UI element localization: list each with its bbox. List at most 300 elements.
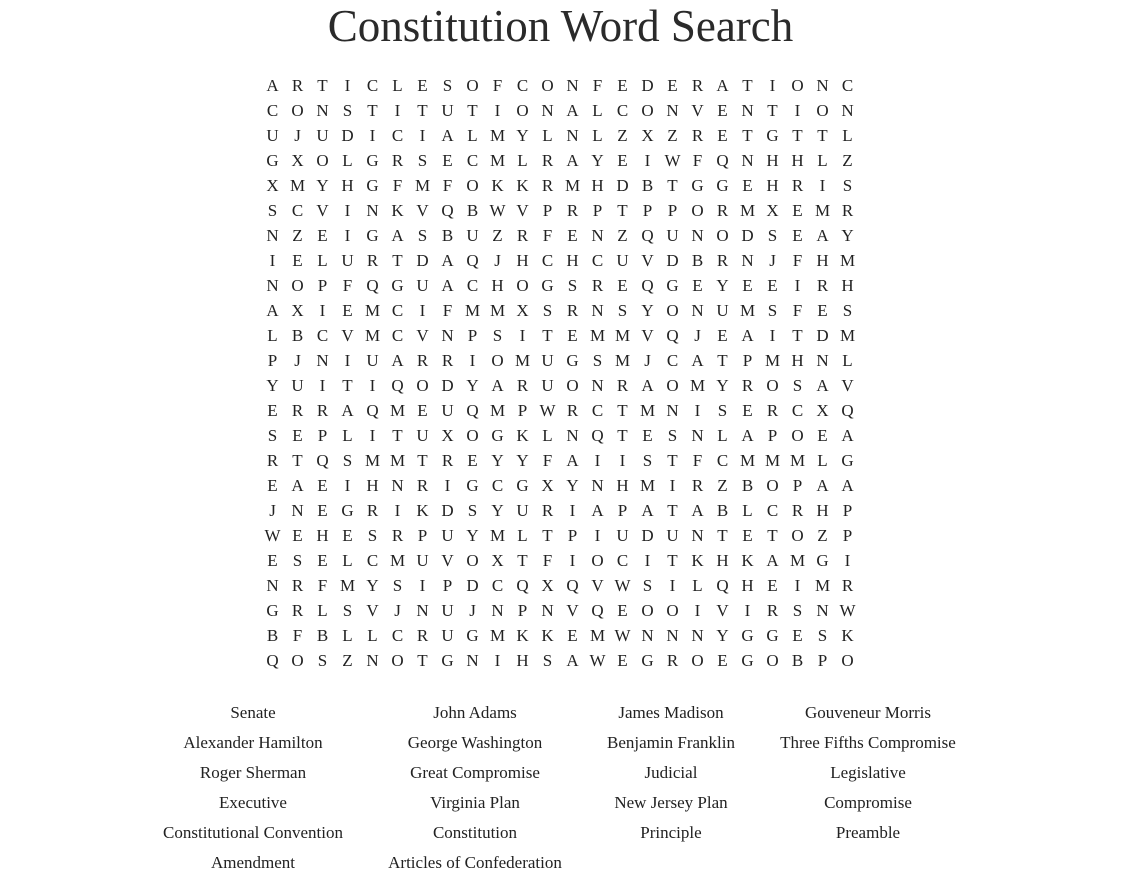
grid-letter: L: [517, 151, 528, 170]
grid-letter: T: [767, 526, 778, 545]
word-list-item: Virginia Plan: [430, 793, 520, 812]
grid-letter: F: [692, 151, 703, 170]
grid-letter: G: [816, 551, 829, 570]
grid-letter: M: [614, 351, 631, 370]
grid-letter: P: [417, 526, 428, 545]
grid-letter: L: [367, 626, 378, 645]
grid-letter: C: [391, 326, 404, 345]
word-list-item: New Jersey Plan: [614, 793, 728, 812]
grid-letter: K: [841, 626, 854, 645]
grid-letter: U: [441, 626, 454, 645]
grid-letter: O: [391, 651, 404, 670]
grid-letter: I: [419, 301, 426, 320]
grid-letter: O: [691, 201, 704, 220]
grid-letter: E: [267, 401, 278, 420]
grid-letter: E: [617, 76, 628, 95]
word-list-item: Principle: [640, 823, 702, 842]
grid-letter: I: [369, 126, 376, 145]
grid-letter: R: [766, 401, 779, 420]
grid-letter: R: [691, 76, 704, 95]
grid-letter: H: [791, 351, 804, 370]
grid-letter: F: [442, 176, 453, 195]
grid-letter: Y: [591, 151, 604, 170]
grid-letter: O: [791, 426, 804, 445]
grid-letter: G: [841, 451, 854, 470]
grid-row: [260, 423, 860, 448]
grid-letter: E: [467, 451, 478, 470]
grid-letter: I: [394, 501, 401, 520]
grid-letter: R: [291, 576, 304, 595]
grid-letter: A: [266, 76, 279, 95]
grid-letter: Z: [617, 226, 628, 245]
grid-letter: N: [741, 151, 754, 170]
grid-letter: T: [542, 526, 553, 545]
grid-letter: O: [466, 76, 479, 95]
grid-letter: E: [442, 151, 453, 170]
grid-letter: G: [466, 626, 479, 645]
grid-letter: D: [441, 501, 454, 520]
grid-letter: G: [541, 276, 554, 295]
grid-letter: H: [516, 251, 529, 270]
grid-letter: P: [842, 526, 853, 545]
word-list-item: George Washington: [407, 733, 543, 752]
grid-letter: B: [316, 626, 329, 645]
grid-letter: N: [316, 351, 329, 370]
grid-letter: L: [592, 126, 603, 145]
grid-letter: S: [842, 176, 853, 195]
grid-letter: Y: [516, 451, 529, 470]
grid-letter: S: [667, 426, 678, 445]
grid-letter: G: [766, 126, 779, 145]
grid-letter: M: [589, 626, 606, 645]
grid-letter: E: [817, 426, 828, 445]
grid-letter: A: [816, 226, 829, 245]
grid-letter: R: [566, 201, 579, 220]
grid-letter: Q: [566, 576, 579, 595]
grid-letter: I: [794, 576, 801, 595]
grid-letter: H: [716, 551, 729, 570]
grid-letter: Q: [841, 401, 854, 420]
grid-letter: Q: [516, 576, 529, 595]
grid-letter: R: [541, 501, 554, 520]
grid-letter: F: [342, 276, 353, 295]
grid-letter: Z: [667, 126, 678, 145]
grid-letter: E: [717, 326, 728, 345]
page-title: Constitution Word Search: [327, 1, 794, 51]
grid-letter: E: [767, 276, 778, 295]
grid-letter: U: [616, 251, 629, 270]
grid-letter: V: [341, 326, 354, 345]
grid-letter: E: [792, 626, 803, 645]
grid-letter: O: [291, 101, 304, 120]
grid-letter: N: [366, 201, 379, 220]
grid-letter: I: [844, 551, 851, 570]
grid-letter: E: [317, 476, 328, 495]
grid-letter: P: [442, 576, 453, 595]
grid-letter: E: [742, 401, 753, 420]
grid-letter: W: [589, 651, 606, 670]
grid-letter: O: [291, 651, 304, 670]
grid-letter: U: [716, 301, 729, 320]
grid-letter: N: [441, 326, 454, 345]
grid-letter: U: [441, 526, 454, 545]
grid-letter: N: [466, 651, 479, 670]
grid-letter: O: [491, 351, 504, 370]
grid-letter: N: [591, 301, 604, 320]
grid-letter: C: [316, 326, 329, 345]
grid-letter: N: [566, 426, 579, 445]
grid-letter: U: [541, 376, 554, 395]
grid-letter: M: [739, 201, 756, 220]
grid-letter: P: [317, 276, 328, 295]
grid-letter: W: [664, 151, 681, 170]
grid-letter: A: [841, 476, 854, 495]
grid-row: [260, 498, 860, 523]
grid-letter: N: [541, 101, 554, 120]
grid-letter: M: [489, 626, 506, 645]
grid-letter: O: [516, 101, 529, 120]
grid-letter: G: [441, 651, 454, 670]
grid-letter: A: [291, 476, 304, 495]
grid-letter: G: [466, 476, 479, 495]
grid-letter: S: [417, 151, 428, 170]
grid-letter: P: [517, 601, 528, 620]
grid-letter: K: [491, 176, 504, 195]
grid-row: [260, 273, 860, 298]
word-column: [133, 698, 373, 878]
grid-letter: O: [666, 301, 679, 320]
grid-letter: G: [516, 476, 529, 495]
grid-letter: A: [491, 376, 504, 395]
grid-letter: A: [566, 151, 579, 170]
grid-letter: R: [291, 76, 304, 95]
word-list-item: Amendment: [210, 853, 296, 872]
grid-letter: H: [316, 526, 329, 545]
grid-letter: V: [691, 101, 704, 120]
grid-letter: T: [667, 451, 678, 470]
grid-letter: U: [416, 551, 429, 570]
grid-letter: X: [816, 401, 829, 420]
grid-letter: E: [567, 326, 578, 345]
grid-letter: Z: [342, 651, 353, 670]
grid-letter: M: [514, 351, 531, 370]
grid-letter: T: [317, 76, 328, 95]
grid-letter: S: [267, 201, 278, 220]
grid-letter: L: [717, 426, 728, 445]
grid-letter: I: [769, 326, 776, 345]
grid-letter: X: [541, 476, 554, 495]
grid-letter: I: [319, 376, 326, 395]
grid-letter: E: [292, 526, 303, 545]
grid-letter: S: [292, 551, 303, 570]
grid-letter: B: [641, 176, 654, 195]
grid-letter: C: [491, 476, 504, 495]
grid-letter: T: [742, 126, 753, 145]
grid-letter: T: [392, 426, 403, 445]
grid-letter: C: [591, 251, 604, 270]
grid-letter: N: [691, 526, 704, 545]
grid-row: [260, 548, 860, 573]
grid-letter: M: [839, 251, 856, 270]
grid-letter: B: [716, 501, 729, 520]
word-list-item: Executive: [219, 793, 287, 812]
grid-row: [260, 598, 860, 623]
grid-letter: H: [516, 651, 529, 670]
grid-letter: N: [416, 601, 429, 620]
grid-letter: O: [641, 601, 654, 620]
grid-row: [260, 198, 860, 223]
grid-letter: B: [741, 476, 754, 495]
grid-letter: G: [266, 601, 279, 620]
grid-letter: U: [541, 351, 554, 370]
grid-letter: E: [617, 601, 628, 620]
grid-letter: R: [416, 476, 429, 495]
word-list-item: Gouveneur Morris: [804, 703, 932, 722]
grid-letter: F: [542, 451, 553, 470]
grid-letter: I: [344, 201, 351, 220]
grid-letter: I: [594, 526, 601, 545]
grid-letter: R: [516, 376, 529, 395]
grid-row: [260, 123, 860, 148]
grid-letter: N: [366, 651, 379, 670]
grid-letter: V: [591, 576, 604, 595]
grid-letter: H: [766, 176, 779, 195]
grid-letter: R: [291, 401, 304, 420]
grid-letter: C: [466, 276, 479, 295]
grid-letter: R: [766, 601, 779, 620]
grid-letter: S: [342, 101, 353, 120]
grid-letter: Q: [466, 401, 479, 420]
grid-letter: N: [316, 101, 329, 120]
word-list: [0, 698, 1121, 878]
grid-letter: I: [344, 226, 351, 245]
grid-letter: J: [469, 601, 476, 620]
grid-letter: Z: [617, 126, 628, 145]
grid-letter: O: [541, 76, 554, 95]
grid-letter: O: [666, 601, 679, 620]
grid-letter: M: [464, 301, 481, 320]
grid-letter: N: [691, 626, 704, 645]
grid-letter: T: [467, 101, 478, 120]
grid-letter: N: [541, 601, 554, 620]
grid-letter: Q: [716, 151, 729, 170]
grid-letter: J: [294, 126, 301, 145]
grid-letter: J: [769, 251, 776, 270]
grid-letter: E: [342, 301, 353, 320]
grid-letter: E: [692, 276, 703, 295]
grid-letter: W: [539, 401, 556, 420]
grid-letter: E: [567, 226, 578, 245]
grid-letter: Z: [817, 526, 828, 545]
grid-letter: N: [841, 101, 854, 120]
grid-letter: N: [666, 101, 679, 120]
grid-letter: U: [616, 526, 629, 545]
grid-letter: T: [417, 651, 428, 670]
grid-letter: I: [694, 401, 701, 420]
grid-letter: G: [366, 226, 379, 245]
grid-letter: U: [416, 426, 429, 445]
grid-letter: N: [741, 101, 754, 120]
grid-letter: R: [316, 401, 329, 420]
grid-letter: B: [466, 201, 479, 220]
grid-letter: U: [316, 126, 329, 145]
grid-letter: I: [494, 651, 501, 670]
grid-letter: F: [592, 76, 603, 95]
grid-letter: L: [842, 126, 853, 145]
grid-letter: T: [717, 351, 728, 370]
grid-letter: V: [641, 251, 654, 270]
grid-letter: L: [542, 126, 553, 145]
grid-row: [260, 448, 860, 473]
grid-letter: R: [391, 151, 404, 170]
grid-letter: G: [491, 426, 504, 445]
grid-letter: S: [542, 301, 553, 320]
grid-letter: Y: [491, 451, 504, 470]
grid-letter: J: [494, 251, 501, 270]
grid-letter: K: [391, 201, 404, 220]
grid-letter: L: [692, 576, 703, 595]
word-list-item: Roger Sherman: [199, 763, 307, 782]
grid-row: [260, 473, 860, 498]
grid-letter: S: [367, 526, 378, 545]
grid-row: [260, 173, 860, 198]
grid-letter: C: [366, 551, 379, 570]
grid-letter: R: [741, 376, 754, 395]
grid-letter: S: [592, 351, 603, 370]
grid-letter: H: [366, 476, 379, 495]
grid-letter: T: [792, 126, 803, 145]
grid-letter: R: [591, 276, 604, 295]
grid-letter: G: [566, 351, 579, 370]
grid-letter: X: [641, 126, 654, 145]
grid-letter: N: [566, 76, 579, 95]
grid-letter: A: [441, 251, 454, 270]
grid-letter: C: [391, 301, 404, 320]
grid-letter: E: [292, 426, 303, 445]
grid-letter: A: [816, 476, 829, 495]
grid-letter: E: [717, 651, 728, 670]
grid-letter: W: [614, 626, 631, 645]
grid-letter: I: [444, 476, 451, 495]
grid-letter: D: [741, 226, 754, 245]
grid-letter: S: [342, 601, 353, 620]
grid-letter: I: [419, 576, 426, 595]
grid-letter: T: [617, 401, 628, 420]
grid-letter: F: [492, 76, 503, 95]
grid-letter: L: [817, 151, 828, 170]
grid-letter: B: [291, 326, 304, 345]
grid-letter: R: [816, 276, 829, 295]
grid-letter: M: [764, 351, 781, 370]
grid-letter: S: [717, 401, 728, 420]
grid-letter: D: [341, 126, 354, 145]
grid-letter: R: [691, 476, 704, 495]
grid-letter: S: [467, 501, 478, 520]
grid-letter: O: [516, 276, 529, 295]
grid-letter: R: [391, 526, 404, 545]
grid-letter: E: [792, 201, 803, 220]
grid-letter: V: [441, 551, 454, 570]
grid-letter: I: [794, 276, 801, 295]
word-list-item: Senate: [230, 703, 276, 722]
grid-letter: X: [441, 426, 454, 445]
grid-letter: L: [842, 351, 853, 370]
grid-letter: S: [542, 651, 553, 670]
grid-letter: A: [816, 376, 829, 395]
grid-letter: C: [716, 451, 729, 470]
grid-letter: Y: [466, 526, 479, 545]
grid-letter: N: [266, 226, 279, 245]
grid-letter: O: [766, 476, 779, 495]
grid-letter: T: [667, 176, 678, 195]
grid-letter: F: [317, 576, 328, 595]
grid-letter: M: [389, 451, 406, 470]
grid-letter: T: [342, 376, 353, 395]
grid-letter: F: [792, 301, 803, 320]
grid-letter: O: [691, 651, 704, 670]
grid-letter: I: [569, 501, 576, 520]
grid-letter: H: [816, 251, 829, 270]
grid-letter: Q: [716, 576, 729, 595]
grid-letter: S: [617, 301, 628, 320]
grid-letter: U: [416, 276, 429, 295]
grid-letter: A: [341, 401, 354, 420]
grid-letter: V: [366, 601, 379, 620]
grid-letter: Y: [841, 226, 854, 245]
grid-letter: O: [466, 426, 479, 445]
grid-letter: R: [416, 626, 429, 645]
grid-letter: V: [641, 326, 654, 345]
grid-letter: F: [392, 176, 403, 195]
grid-letter: N: [666, 401, 679, 420]
grid-letter: O: [791, 76, 804, 95]
grid-letter: E: [267, 551, 278, 570]
grid-letter: O: [466, 551, 479, 570]
grid-letter: A: [566, 651, 579, 670]
grid-letter: I: [669, 576, 676, 595]
grid-letter: T: [717, 526, 728, 545]
grid-letter: S: [392, 576, 403, 595]
grid-letter: P: [667, 201, 678, 220]
grid-letter: E: [617, 151, 628, 170]
grid-letter: R: [516, 226, 529, 245]
grid-letter: L: [317, 601, 328, 620]
grid-letter: L: [342, 551, 353, 570]
grid-letter: T: [542, 326, 553, 345]
grid-letter: K: [741, 551, 754, 570]
grid-letter: H: [816, 501, 829, 520]
grid-letter: N: [591, 476, 604, 495]
grid-letter: V: [841, 376, 854, 395]
grid-letter: E: [317, 226, 328, 245]
grid-letter: I: [269, 251, 276, 270]
grid-letter: I: [594, 451, 601, 470]
grid-letter: Y: [716, 376, 729, 395]
grid-letter: X: [266, 176, 279, 195]
grid-letter: N: [691, 301, 704, 320]
grid-letter: B: [791, 651, 804, 670]
grid-letter: E: [317, 551, 328, 570]
grid-letter: Q: [591, 601, 604, 620]
grid-letter: U: [516, 501, 529, 520]
grid-letter: D: [466, 576, 479, 595]
grid-letter: E: [292, 251, 303, 270]
grid-letter: Z: [717, 476, 728, 495]
grid-row: [260, 648, 860, 673]
grid-letter: G: [391, 276, 404, 295]
grid-letter: T: [667, 551, 678, 570]
grid-letter: T: [817, 126, 828, 145]
